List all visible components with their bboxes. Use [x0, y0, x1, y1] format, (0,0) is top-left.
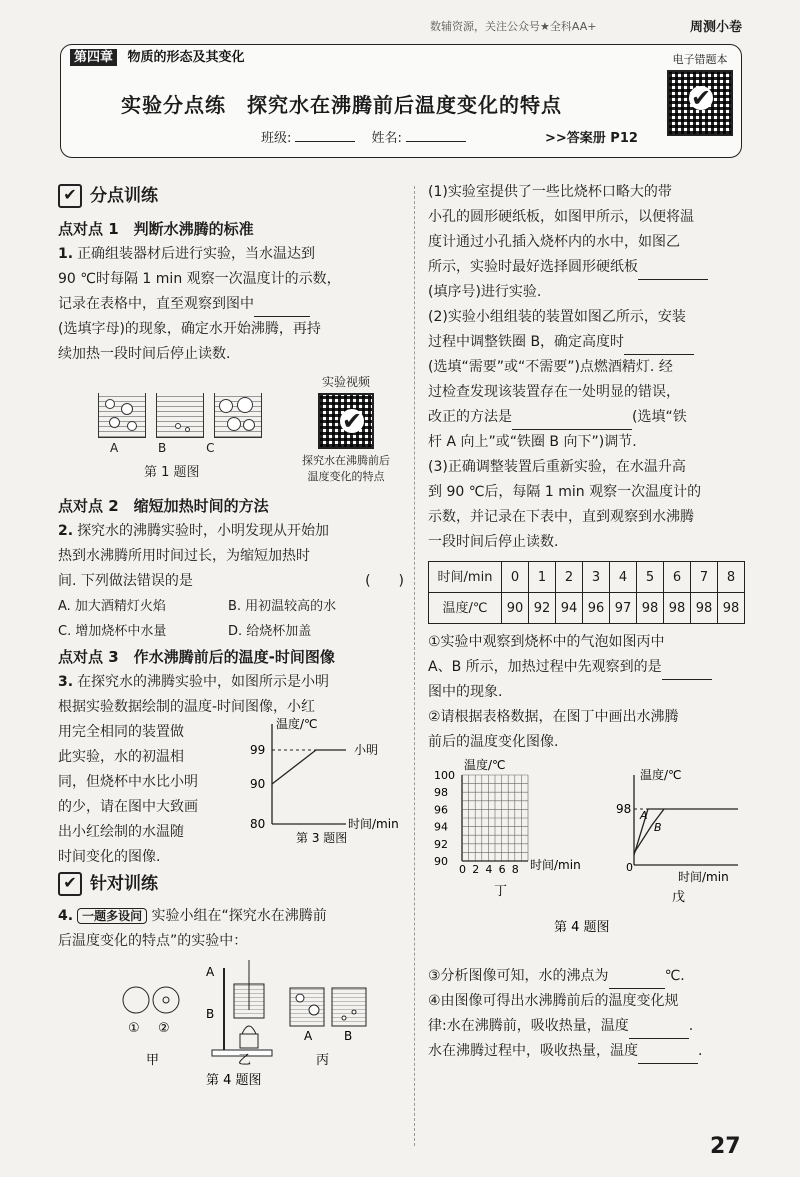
name-label: 姓名:: [371, 131, 402, 146]
beaker-c: [214, 393, 262, 438]
fig-bing-label: 丙: [316, 1053, 330, 1068]
name-field[interactable]: [406, 141, 466, 142]
table-row-temp: [429, 593, 745, 624]
left-column: [58, 182, 404, 1098]
fig3-tick-99: 99: [250, 743, 266, 757]
q3-line4: 此实验，水的初温相: [58, 749, 184, 765]
video-qr-icon[interactable]: [318, 393, 374, 449]
table-cell: 98: [664, 593, 691, 624]
question-number: 3.: [58, 674, 74, 690]
s2-line1: ②请根据表格数据，在图丁中画出水沸腾: [428, 709, 679, 725]
q1-line2: 90 ℃时每隔 1 min 观察一次温度计的示数，: [58, 271, 341, 287]
figure-4-graphs[interactable]: [428, 755, 748, 955]
s4-line3: 水在沸腾过程中，吸收热量，温度: [428, 1043, 638, 1059]
graph-xlabel: 时间/min: [678, 870, 729, 884]
grid-ding[interactable]: [434, 757, 581, 899]
p1-line5: (填序号)进行实验.: [428, 284, 542, 300]
table-header: 时间/min: [429, 562, 502, 593]
q3-line2: 根据实验数据绘制的温度-时间图像，小红: [58, 699, 316, 715]
fig3-tick-90: 90: [250, 777, 266, 791]
table-cell: 92: [529, 593, 556, 624]
figure-4b-caption: 第 4 题图: [554, 920, 610, 935]
page-title: 实验分点练 探究水在沸腾前后温度变化的特点: [121, 93, 562, 117]
table-cell: 90: [502, 593, 529, 624]
option-b[interactable]: B. 用初温较高的水: [228, 599, 337, 614]
s1-answer-blank[interactable]: [662, 663, 712, 680]
grid-ytick: 98: [434, 786, 448, 800]
fig-yi-label: 乙: [238, 1053, 252, 1068]
class-field[interactable]: [295, 141, 355, 142]
ring-b-label: B: [206, 1007, 215, 1021]
table-cell: 4: [610, 562, 637, 593]
grid-xtick: 8: [511, 863, 519, 876]
p2-line2: 过程中调整铁圈 B，确定高度时: [428, 334, 625, 350]
table-cell: 97: [610, 593, 637, 624]
grid-ytick: 90: [434, 855, 448, 868]
p1-answer-blank[interactable]: [638, 263, 708, 280]
figure-4-caption: 第 4 题图: [206, 1073, 262, 1088]
fig3-caption: 第 3 题图: [296, 831, 348, 845]
grid-ylabel: 温度/℃: [464, 758, 506, 772]
figure-1-caption: 第 1 题图: [144, 465, 200, 480]
fig3-ylabel: 温度/℃: [276, 717, 318, 731]
section-title: 针对训练: [90, 874, 158, 894]
p3-line1: (3)正确调整装置后重新实验，在水温升高: [428, 459, 686, 475]
beaker-b: [156, 393, 204, 438]
chapter-name: 物质的形态及其变化: [127, 50, 245, 65]
chapter-tab: [60, 44, 255, 67]
rod-a-label: A: [206, 965, 215, 979]
q2-line1: 探究水的沸腾实验时，小明发现从开始加: [77, 523, 330, 539]
question-2: [58, 519, 404, 644]
s3-text: ③分析图像可知，水的沸点为: [428, 968, 609, 984]
p2-answer-blank-1[interactable]: [624, 338, 694, 355]
s1-line3: 图中的现象.: [428, 684, 503, 700]
table-cell: 98: [637, 593, 664, 624]
p3-line4: 一段时间后停止读数.: [428, 534, 559, 550]
s4-answer-blank-2[interactable]: [638, 1047, 698, 1064]
question-4-intro: [58, 904, 404, 954]
p1-line4: 所示，实验时最好选择圆形硬纸板: [428, 259, 638, 275]
s4-line1: ④由图像可得出水沸腾前后的温度变化规: [428, 993, 679, 1009]
knowledge-point-2: 点对点 2 缩短加热时间的方法: [58, 497, 269, 515]
q1-line5: 续加热一段时间后停止读数.: [58, 346, 231, 362]
figure-1: [58, 373, 404, 493]
q4-line1: 实验小组在“探究水在沸腾前: [151, 908, 327, 924]
beaker-row: [98, 393, 272, 442]
grid-ytick: 92: [434, 837, 448, 851]
video-caption-1: 探究水在沸腾前后: [302, 454, 390, 467]
s3-unit: ℃.: [664, 968, 685, 984]
weekly-label: 周测小卷: [690, 20, 743, 35]
question-number: 4.: [58, 908, 74, 924]
q2-line2: 热到水沸腾所用时间过长，为缩短加热时: [58, 548, 310, 564]
table-cell: 0: [502, 562, 529, 593]
option-a[interactable]: A. 加大酒精灯火焰: [58, 599, 166, 614]
table-cell: 94: [556, 593, 583, 624]
table-row-time: [429, 562, 745, 593]
label-c: C: [206, 441, 215, 455]
table-cell: 8: [718, 562, 745, 593]
question-3: [58, 670, 404, 870]
circle-2-label: ②: [158, 1021, 170, 1036]
section-title: 分点训练: [90, 186, 158, 206]
p2-line4: 过检查发现该装置存在一处明显的错误，: [428, 384, 680, 400]
ad-text: 数辅资源，关注公众号★全科AA+: [430, 20, 597, 33]
q3-line1: 在探究水的沸腾实验中，如图所示是小明: [77, 674, 330, 690]
chapter-number: 第四章: [70, 49, 117, 66]
table-cell: 3: [583, 562, 610, 593]
page-number: 27: [710, 1134, 741, 1159]
question-number: 2.: [58, 523, 74, 539]
graph-label-a: A: [640, 809, 648, 822]
question-1: [58, 242, 404, 367]
data-table: [428, 561, 745, 624]
q3-line6: 的少，请在图中大致画: [58, 799, 198, 815]
grid-xtick: 6: [498, 863, 506, 876]
grid-xtick: 4: [485, 863, 493, 876]
q1-answer-blank[interactable]: [254, 300, 310, 317]
qr-block[interactable]: [661, 51, 739, 151]
s1-line2: A、B 所示，加热过程中先观察到的是: [428, 659, 662, 675]
top-banner: [0, 16, 800, 38]
label-a: A: [110, 441, 119, 455]
grid-ytick: 100: [434, 769, 455, 782]
s3-answer-blank[interactable]: [609, 972, 665, 989]
beaker-a: [98, 393, 146, 438]
video-caption-2: 温度变化的特点: [307, 470, 385, 483]
qr-label: 电子错题本: [672, 53, 728, 66]
table-cell: 6: [664, 562, 691, 593]
p2-line6: 杆 A 向上”或“铁圈 B 向下”)调节.: [428, 434, 637, 450]
p2-line1: (2)实验小组组装的装置如图乙所示，安装: [428, 309, 686, 325]
right-column: (1)实验室提供了一些比烧杯口略大的带 小孔的圆形硬纸板，如图甲所示，以便将温 度计通过小孔插入烧杯内的水中，如图乙 所示，实验时最好选择圆形硬纸板 (填序号)进行实验. (2)实验小组组装的装置如图乙所示，安装 过程中调整铁圈 B，确定高度时 (选填“需要”或“不需要”)点燃酒精灯. 经 过检查发现该装置存在一处明显的错误， 改正的方法是 (选填“铁 杆 A 向上”或“铁圈 B 向下”)调节. (3)正确调整装置后重新实验，在水温升高 到 90 ℃后，每隔 1 min 观察一次温度计的 示数，并记录在下表中，直到观察到水沸腾 一段时间后停止读数. 时间/min 0 1 2 3 4 5 6 7 8 温度/℃ 90 92 94 96 97 98 98 98 98 ①实验中观察到烧杯中的气泡如图丙中 A、B 所示，加热过程中先观察到的是 图中的现象. ②请根据表格数据，在图丁中画出水沸腾 前后的温度变化图像. 温度/℃ 时间/min 100 98 96 94 92 90 0 2 4 6 8 丁 温度/℃ 98 A B 0 时间/min 戊 第 4 题图 ③分析图像可知，水的沸点为 ℃. ④由图像可得出水沸腾前后的温度变化规 律:水在沸腾前，吸收热量，温度 . 水在沸腾过程中，吸收热量，温度 .: [428, 180, 748, 1064]
table-header: 温度/℃: [429, 593, 502, 624]
grid-ytick: 96: [434, 803, 448, 817]
table-cell: 7: [691, 562, 718, 593]
graph-label-b: B: [654, 821, 662, 834]
grid-xtick: 2: [472, 863, 480, 876]
grid-name: 丁: [494, 884, 508, 899]
p1-line1: (1)实验室提供了一些比烧杯口略大的带: [428, 184, 672, 200]
graph-ylabel: 温度/℃: [640, 768, 682, 782]
student-info-line: [261, 127, 478, 146]
fig3-tick-80: 80: [250, 817, 266, 831]
table-cell: 96: [583, 593, 610, 624]
graph-tick-98: 98: [616, 802, 632, 816]
q2-answer-paren[interactable]: ( ): [365, 573, 404, 589]
section-heading-targeted: [58, 870, 404, 898]
graph-origin: 0: [626, 861, 633, 874]
beaker-a-label: A: [304, 1029, 313, 1043]
q4-line2: 后温度变化的特点”的实验中：: [58, 933, 248, 949]
table-cell: 98: [691, 593, 718, 624]
table-cell: 2: [556, 562, 583, 593]
circle-1-label: ①: [128, 1021, 140, 1036]
q3-line8: 时间变化的图像.: [58, 849, 161, 865]
p1-line3: 度计通过小孔插入烧杯内的水中，如图乙: [428, 234, 680, 250]
p2-line5a: 改正的方法是: [428, 409, 512, 425]
q1-line1: 正确组装器材后进行实验，当水温达到: [77, 246, 316, 262]
knowledge-point-3: 点对点 3 作水沸腾前后的温度-时间图像: [58, 648, 335, 666]
table-cell: 1: [529, 562, 556, 593]
question-number: 1.: [58, 246, 74, 262]
graph-name: 戊: [672, 890, 686, 905]
header-box: [60, 44, 742, 158]
s1-line1: ①实验中观察到烧杯中的气泡如图丙中: [428, 634, 665, 650]
answer-reference: >>答案册 P12: [545, 131, 638, 146]
p2-answer-blank-2[interactable]: [512, 413, 632, 430]
grid-ytick: 94: [434, 820, 448, 834]
s2-line2: 前后的温度变化图像.: [428, 734, 559, 750]
multi-question-tag: 一题多设问: [77, 908, 147, 924]
q2-line3: 间. 下列做法错误的是: [58, 573, 193, 589]
class-label: 班级:: [261, 131, 292, 146]
graph-wu: [616, 767, 738, 905]
beaker-labels: [110, 441, 215, 455]
option-d[interactable]: D. 给烧杯加盖: [228, 624, 312, 639]
p2-line5b: (选填“铁: [632, 409, 687, 425]
option-c[interactable]: C. 增加烧杯中水量: [58, 624, 167, 639]
table-cell: 98: [718, 593, 745, 624]
q3-line7: 出小红绘制的水温随: [58, 824, 184, 840]
grid-xtick: 0: [459, 863, 466, 876]
fig3-xlabel: 时间/min: [348, 817, 399, 831]
video-label: 实验视频: [321, 375, 370, 389]
p3-line2: 到 90 ℃后，每隔 1 min 观察一次温度计的: [428, 484, 702, 500]
figure-3-graph[interactable]: [236, 716, 406, 846]
figure-4-apparatus: [58, 954, 404, 1094]
knowledge-point-1: 点对点 1 判断水沸腾的标准: [58, 220, 254, 238]
label-b: B: [158, 441, 167, 455]
section-heading-practice: [58, 182, 404, 210]
table-cell: 5: [637, 562, 664, 593]
s4-line2: 律:水在沸腾前，吸收热量，温度: [428, 1018, 629, 1034]
q3-line3: 用完全相同的装置做: [58, 724, 184, 740]
p2-line3: (选填“需要”或“不需要”)点燃酒精灯. 经: [428, 359, 673, 375]
grid-xlabel: 时间/min: [530, 858, 581, 872]
fig-jia-label: 甲: [146, 1053, 160, 1068]
graph-line-a: [634, 809, 738, 855]
video-block[interactable]: [296, 373, 396, 485]
p1-line2: 小孔的圆形硬纸板，如图甲所示，以便将温: [428, 209, 694, 225]
qr-code-icon[interactable]: [667, 70, 733, 136]
q1-line3: 记录在表格中，直至观察到图中: [58, 296, 254, 312]
column-divider: [414, 186, 415, 1146]
checkbox-icon: ✔: [58, 184, 82, 208]
q2-options: [58, 594, 404, 644]
fig3-xiaoming-line: [272, 750, 346, 784]
s4-answer-blank-1[interactable]: [629, 1022, 689, 1039]
q1-line4: (选填字母)的现象，确定水开始沸腾，再持: [58, 321, 321, 337]
p3-line3: 示数，并记录在下表中，直到观察到水沸腾: [428, 509, 694, 525]
checkbox-icon: ✔: [58, 872, 82, 896]
q3-line5: 同，但烧杯中水比小明: [58, 774, 198, 790]
beaker-b-label: B: [344, 1029, 353, 1043]
fig3-series-label: 小明: [354, 743, 379, 757]
